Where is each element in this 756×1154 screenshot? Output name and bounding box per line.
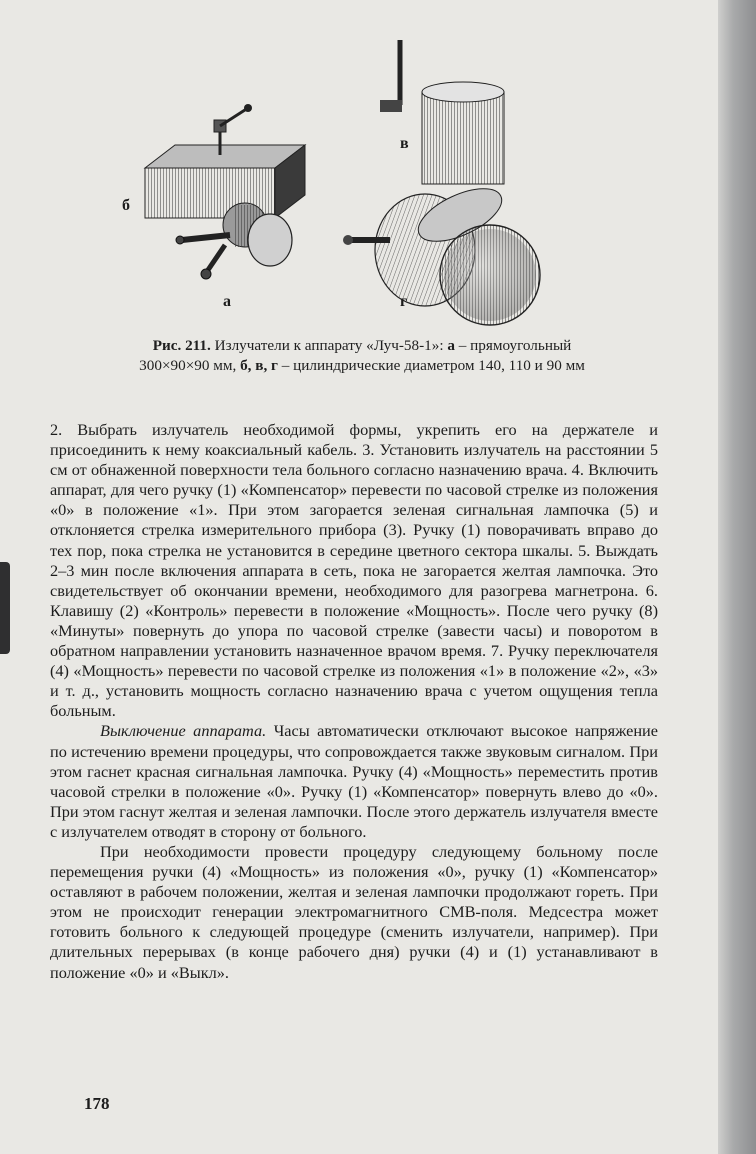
page-number: 178 bbox=[84, 1094, 110, 1113]
caption-line2-tail: – цилиндрические диаметром 140, 110 и 90 мм bbox=[281, 357, 585, 374]
body-text bbox=[50, 420, 658, 983]
caption-line1: Излучатели к аппарату «Луч-58-1»: bbox=[214, 337, 444, 354]
paragraph-next-patient: При необходимости провести процедуру следующему больному после перемещения ручки (4) «Мощность» из положения «0», ручку (1) «Компенсатор» оставляют в рабочем положении, желтая и зеленая лампочки продолжают гореть. При этом не происходит генерации электромагнитного СМВ-поля. Медсестра может готовить больного к следующей процедуре (сменить излучатели, например). При длительных перерывах (в конце рабочего дня) ручки (4) и (1) устанавливают в положение «0» и «Выкл». bbox=[50, 841, 658, 982]
switch-off-body: Часы автоматически отключают высокое напряжение по истечению времени процедуры, что сопровождается также звуковым сигналом. При этом гаснет красная сигнальная лампочка. Ручку (4) «Мощность» переместить против часовой стрелки в положение «0». Ручку (1) «Компенсатор» повернуть влево до «0». При этом гаснут желтая и зеленая лампочки. После этого держатель излучателя вместе с излучателем отводят в сторону от больного. bbox=[50, 721, 658, 841]
switch-off-heading: Выключение аппарата. bbox=[100, 721, 267, 741]
figure-caption bbox=[50, 336, 674, 376]
cylindrical-emitter-v bbox=[380, 40, 504, 184]
caption-line2: 300×90×90 мм, bbox=[139, 357, 237, 374]
caption-line1-tail: – прямоугольный bbox=[458, 337, 572, 354]
rectangular-emitter bbox=[145, 104, 305, 218]
fig-label-g: г bbox=[400, 293, 408, 310]
paragraph-switch-off bbox=[50, 721, 658, 842]
paragraph-steps: 2. Выбрать излучатель необходимой формы, укрепить его на держателе и присоединить к нему коаксиальный кабель. 3. Установить излучатель на расстоянии 5 см от обнаженной поверхности тела больного согласно назначению врача. 4. Включить аппарат, для чего ручку (1) «Компенсатор» перевести по часовой стрелке из положения «0» в положение «1». При этом загорается зеленая сигнальная лампочка (5) и отклоняется стрелка измерительного прибора (3). Ручку (1) поворачивать вправо до тех пор, пока стрелка не установится в середине цветного сектора шкалы. 5. Выждать 2–3 мин после включения аппарата в сеть, пока не загорается желтая лампочка. Это свидетельствует об окончании времени, необходимого для разогрева магнетрона. 6. Клавишу (2) «Контроль» перевести в положение «Мощность». После чего ручку (8) «Минуты» повернуть до упора по часовой стрелке (завести часы) и поворотом в обратном направлении установить назначенное врачом время. 7. Ручку переключателя (4) «Мощность» перевести по часовой стрелке из положения «1» в положение «2», «3» и т. д., установить мощность согласно назначению врача с учетом ощущения тепла больным. bbox=[50, 420, 658, 721]
fig-label-a: а bbox=[223, 293, 231, 310]
caption-a: а bbox=[447, 337, 455, 354]
caption-bvg: б, в, г bbox=[240, 357, 278, 374]
fig-label-v: в bbox=[400, 135, 409, 152]
caption-prefix: Рис. 211. bbox=[152, 337, 211, 354]
fig-label-b: б bbox=[122, 197, 130, 214]
bookmark-tab bbox=[0, 562, 10, 654]
page-edge bbox=[718, 0, 756, 1154]
cylindrical-emitter-g bbox=[343, 178, 540, 325]
emitters-figure bbox=[122, 30, 560, 330]
